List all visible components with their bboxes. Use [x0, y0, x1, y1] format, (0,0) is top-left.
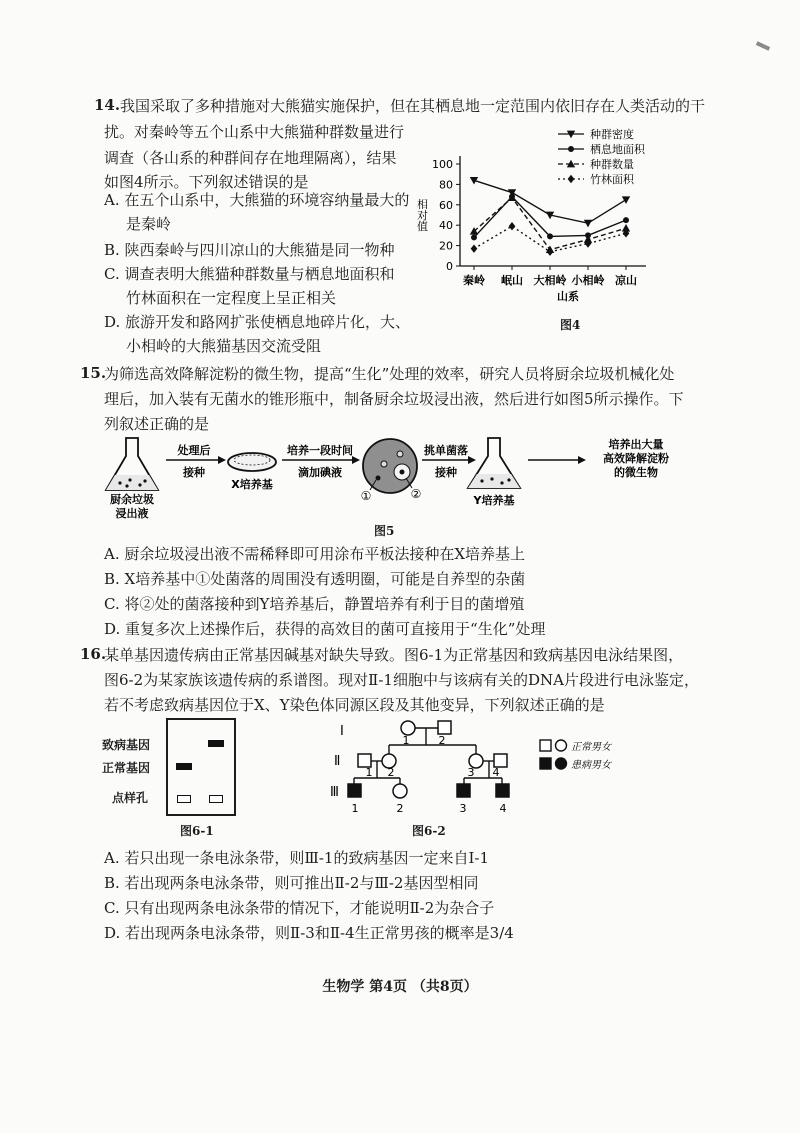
- question-15-stem-line: 为筛选高效降解淀粉的微生物，提高“生化”处理的效率，研究人员将厨余垃圾机械化处: [104, 365, 675, 383]
- legend-label: 栖息地面积: [590, 143, 645, 156]
- data-point-栖息地面积: [547, 233, 553, 239]
- gel-label-disease: 致病基因: [102, 738, 151, 752]
- y-tick-label: 40: [439, 219, 453, 233]
- question-16-stem-line: 某单基因遗传病由正常基因碱基对缺失导致。图6-1为正常基因和致病基因电泳结果图，: [104, 646, 684, 664]
- x-axis-label: 山系: [557, 290, 579, 303]
- x-tick-label: 岷山: [501, 274, 523, 287]
- series-line-种群数量: [474, 198, 626, 250]
- colony-2-label: ②: [410, 487, 422, 501]
- figure-6-2-caption: 图6-2: [412, 824, 446, 838]
- data-point-竹林面积: [547, 248, 554, 256]
- arrow1-bottom-label: 接种: [183, 466, 205, 479]
- sample-well: [209, 795, 223, 803]
- question-14-option-a-cont: 是秦岭: [126, 215, 172, 233]
- result-label: 的微生物: [614, 466, 658, 479]
- page-footer: 生物学 第4页 （共8页）: [322, 979, 478, 995]
- question-14-stem-line: 如图4所示。下列叙述错误的是: [104, 173, 309, 191]
- question-14-stem-line: 调查（各山系的种群间存在地理隔离），结果: [104, 149, 397, 167]
- question-14-number: 14.: [94, 96, 121, 114]
- legend-male-normal-icon: [540, 740, 551, 751]
- question-15-stem-line: 列叙述正确的是: [104, 415, 210, 433]
- question-16-option-c: C. 只有出现两条电泳条带的情况下，才能说明Ⅱ-2为杂合子: [104, 899, 495, 917]
- question-14-stem-line: 扰。对秦岭等五个山系中大熊猫种群数量进行: [104, 123, 405, 141]
- question-14-stem-line: 我国采取了多种措施对大熊猫实施保护，但在其栖息地一定范围内依旧存在人类活动的干: [120, 97, 706, 115]
- data-point-栖息地面积: [623, 217, 629, 223]
- arrow3-bottom-label: 接种: [435, 466, 457, 479]
- question-15-option-c: C. 将②处的菌落接种到Y培养基后，静置培养有利于目的菌增殖: [104, 595, 525, 613]
- result-label: 培养出大量: [608, 438, 664, 451]
- generation-1-label: Ⅰ: [340, 724, 344, 739]
- pedigree-number: 2: [387, 766, 395, 779]
- male-affected-III3: [457, 784, 470, 797]
- data-point-竹林面积: [471, 244, 478, 252]
- generation-2-label: Ⅱ: [334, 754, 341, 769]
- question-14-option-d-cont: 小相岭的大熊猫基因交流受阻: [126, 337, 322, 355]
- data-point-竹林面积: [509, 222, 516, 230]
- figure-5-caption: 图5: [374, 524, 395, 538]
- pedigree-number: 4: [492, 766, 500, 779]
- figure-4-caption: 图4: [560, 318, 581, 332]
- flask1-label: 浸出液: [115, 507, 149, 520]
- legend-label: 竹林面积: [590, 173, 634, 186]
- y-tick-label: 60: [439, 198, 453, 212]
- question-14-option-c-cont: 竹林面积在一定程度上呈正相关: [126, 289, 337, 307]
- pedigree-number: 2: [396, 802, 404, 815]
- x-tick-label: 凉山: [615, 274, 637, 287]
- y-axis-label: 相对值: [415, 198, 429, 232]
- colony-1-label: ①: [360, 489, 372, 503]
- legend-male-affected-icon: [540, 758, 551, 769]
- flask-icon: [106, 438, 158, 490]
- pedigree-number: 1: [351, 802, 359, 815]
- question-16-stem-line: 图6-2为某家族该遗传病的系谱图。现对Ⅱ-1细胞中与该病有关的DNA片段进行电泳鉴定，: [104, 671, 699, 689]
- disease-gene-band: [208, 740, 224, 747]
- question-14-option-d: D. 旅游开发和路网扩张使栖息地碎片化，大、: [104, 313, 411, 331]
- question-14-option-c: C. 调查表明大熊猫种群数量与栖息地面积和: [104, 265, 395, 283]
- iodine-stained-plate: [363, 439, 417, 493]
- gel-label-wells: 点样孔: [112, 791, 149, 805]
- scan-corner-mark: [756, 41, 770, 51]
- electrophoresis-gel: [166, 718, 236, 816]
- female-normal-I1: [401, 721, 415, 735]
- petri-dish-icon: [228, 453, 276, 471]
- pedigree-number: 3: [459, 802, 467, 815]
- question-15-number: 15.: [80, 364, 107, 382]
- result-label: 高效降解淀粉: [603, 452, 669, 465]
- sample-well: [177, 795, 191, 803]
- question-15-option-b: B. X培养基中①处菌落的周围没有透明圈，可能是自养型的杂菌: [104, 570, 526, 588]
- male-affected-III1: [348, 784, 361, 797]
- pedigree-number: 1: [402, 734, 410, 747]
- question-16-option-b: B. 若出现两条电泳条带，则可推出Ⅱ-2与Ⅲ-2基因型相同: [104, 874, 479, 892]
- figure-4-line-chart: [408, 126, 670, 334]
- male-affected-III4: [496, 784, 509, 797]
- question-14-option-b: B. 陕西秦岭与四川凉山的大熊猫是同一物种: [104, 241, 395, 259]
- question-16-option-a: A. 若只出现一条电泳条带，则Ⅲ-1的致病基因一定来自Ⅰ-1: [104, 849, 489, 867]
- data-point-种群密度: [622, 196, 630, 204]
- question-16-number: 16.: [80, 645, 107, 663]
- figure-6-2-pedigree: [326, 712, 626, 822]
- flask1-label: 厨余垃圾: [110, 493, 154, 506]
- question-16-option-d: D. 若出现两条电泳条带，则Ⅱ-3和Ⅱ-4生正常男孩的概率是3/4: [104, 924, 514, 942]
- pedigree-number: 4: [499, 802, 507, 815]
- question-15-option-d: D. 重复多次上述操作后，获得的高效目的菌可直接用于“生化”处理: [104, 620, 546, 638]
- pedigree-number: 2: [438, 734, 446, 747]
- data-point-栖息地面积: [471, 234, 477, 240]
- legend-label: 种群数量: [590, 158, 634, 171]
- arrow2-top-label: 培养一段时间: [287, 444, 353, 457]
- arrow1-top-label: 处理后: [177, 444, 211, 457]
- generation-3-label: Ⅲ: [330, 785, 339, 800]
- flask-icon: [468, 438, 520, 488]
- plate-y-label: Y培养基: [473, 494, 515, 507]
- y-tick-label: 20: [439, 239, 453, 253]
- pedigree-number: 1: [365, 766, 373, 779]
- legend-female-normal-icon: [556, 740, 567, 751]
- normal-gene-band: [176, 763, 192, 770]
- x-tick-label: 大相岭: [533, 274, 567, 287]
- legend-female-affected-icon: [556, 758, 567, 769]
- legend-normal-label: 正常男女: [571, 742, 611, 753]
- legend-marker-icon: [568, 146, 574, 152]
- x-tick-label: 小相岭: [571, 274, 605, 287]
- y-tick-label: 100: [432, 158, 453, 171]
- figure-6-1-caption: 图6-1: [180, 824, 214, 838]
- legend-marker-icon: [568, 175, 575, 183]
- arrow2-bottom-label: 滴加碘液: [298, 466, 342, 479]
- question-15-option-a: A. 厨余垃圾浸出液不需稀释即可用涂布平板法接种在X培养基上: [104, 545, 526, 563]
- x-tick-label: 秦岭: [463, 274, 485, 287]
- question-16-stem-line: 若不考虑致病基因位于X、Y染色体同源区段及其他变异，下列叙述正确的是: [104, 696, 605, 714]
- plate-x-label: X培养基: [231, 478, 273, 491]
- male-normal-I2: [438, 721, 451, 734]
- pedigree-number: 3: [467, 766, 475, 779]
- legend-affected-label: 患病男女: [571, 760, 611, 771]
- question-14-option-a: A. 在五个山系中，大熊猫的环境容纳量最大的: [104, 191, 410, 209]
- data-point-种群密度: [584, 220, 592, 228]
- y-tick-label: 0: [446, 260, 453, 273]
- legend-label: 种群密度: [590, 128, 634, 141]
- question-15-stem-line: 理后，加入装有无菌水的锥形瓶中，制备厨余垃圾浸出液，然后进行如图5所示操作。下: [104, 390, 684, 408]
- gel-label-normal: 正常基因: [102, 761, 151, 775]
- arrow3-top-label: 挑单菌落: [424, 444, 468, 457]
- y-tick-label: 80: [439, 178, 453, 192]
- female-normal-III2: [393, 784, 407, 798]
- figure-5-diagram: [100, 430, 700, 520]
